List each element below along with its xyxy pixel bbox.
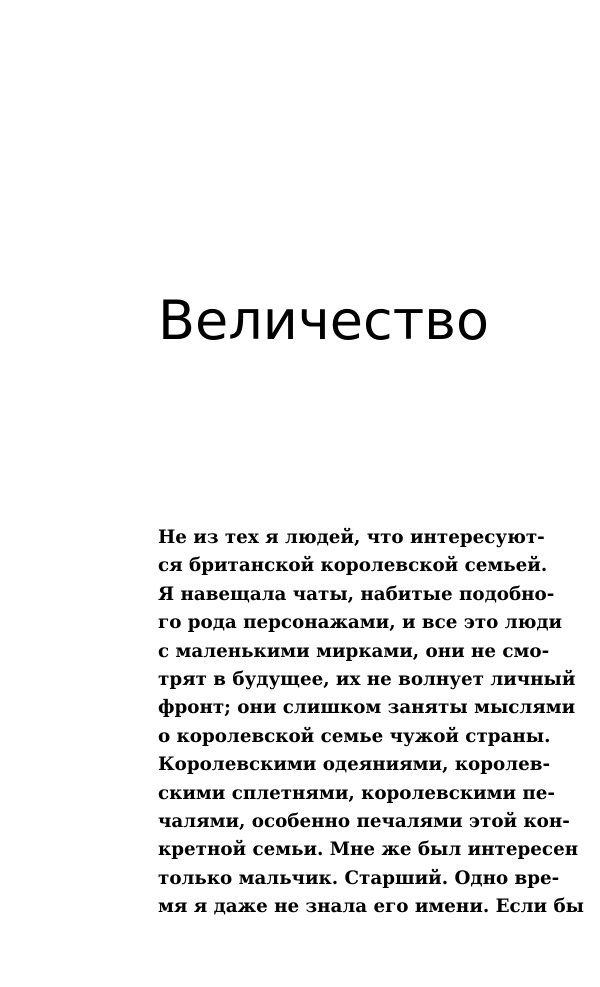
text-line: с маленькими мирками, они не смо- [158, 640, 550, 662]
text-line: только мальчик. Старший. Одно вре- [158, 867, 560, 889]
text-line: мя я даже не знала его имени. Если бы [158, 896, 585, 918]
text-line: Королевскими одеяниями, королев- [158, 754, 551, 776]
text-line: фронт; они слишком заняты мыслями [158, 697, 576, 719]
text-line: Не из тех я людей, что интересуют- [158, 527, 545, 548]
text-line: ся британской королевской семьей. [158, 555, 548, 577]
text-line: кретной семьи. Мне же был интересен [158, 839, 579, 861]
text-line: о королевской семье чужой страны. [158, 725, 551, 747]
text-line: чалями, особенно печалями этой кон- [158, 811, 570, 833]
text-line: трят в будущее, их не волнует личный [158, 669, 576, 691]
text-line: Я навещала чаты, набитые подобно- [158, 583, 555, 605]
chapter-title: Величество [158, 289, 490, 352]
text-line: скими сплетнями, королевскими пе- [158, 782, 556, 804]
body-text [158, 524, 585, 922]
text-line: го рода персонажами, и все это люди [158, 612, 563, 634]
